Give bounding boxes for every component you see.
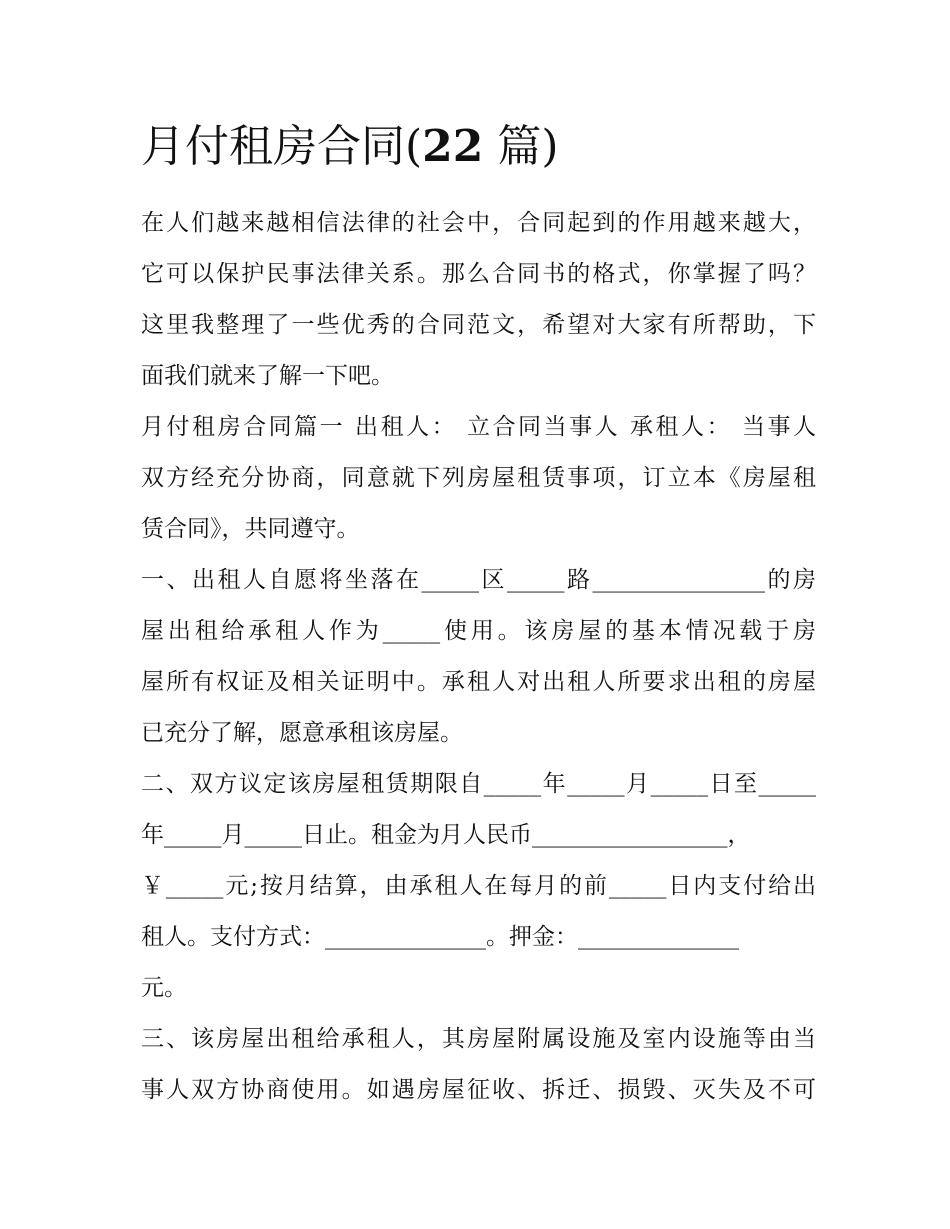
text-line: 元。 [141,975,187,1001]
document-body [141,198,816,1116]
title-count: 22 [422,121,484,172]
text-line: 租人。支付方式：______________。押金：______________ [141,924,739,950]
text-line: 二、双方议定该房屋租赁期限自_____年_____月_____日至_____ [141,771,816,797]
title-main: 月付租房合同( [141,121,423,172]
text-line: ￥_____元;按月结算，由承租人在每月的前_____日内支付给出 [141,873,816,899]
title-tail: 篇) [483,121,559,172]
text-line: 在人们越来越相信法律的社会中，合同起到的作用越来越大， [141,210,816,236]
paragraph-clause-2 [141,759,816,1014]
text-line: 屋出租给承租人作为_____使用。该房屋的基本情况载于房 [141,618,816,644]
text-line: 双方经充分协商，同意就下列房屋租赁事项，订立本《房屋租 [141,465,816,491]
text-line: 月付租房合同篇一 出租人： 立合同当事人 承租人： 当事人 [141,414,816,440]
document-title [141,118,821,176]
text-line: 赁合同》，共同遵守。 [141,516,360,542]
paragraph-intro [141,198,816,402]
text-line: 面我们就来了解一下吧。 [141,363,394,389]
text-line: 这里我整理了一些优秀的合同范文，希望对大家有所帮助，下 [141,312,816,338]
paragraph-clause-3 [141,1014,816,1116]
text-line: 三、该房屋出租给承租人，其房屋附属设施及室内设施等由当 [141,1026,816,1052]
paragraph-parties [141,402,816,555]
text-line: 它可以保护民事法律关系。那么合同书的格式，你掌握了吗？ [141,261,816,287]
text-line: 屋所有权证及相关证明中。承租人对出租人所要求出租的房屋 [141,669,816,695]
text-line: 事人双方协商使用。如遇房屋征收、拆迁、损毁、灭失及不可 [141,1077,816,1103]
text-line: 已充分了解，愿意承租该房屋。 [141,720,463,746]
text-line: 年_____月_____日止。租金为月人民币_________________， [141,822,751,848]
text-line: 一、出租人自愿将坐落在_____区_____路_______________的房 [141,567,816,593]
paragraph-clause-1 [141,555,816,759]
